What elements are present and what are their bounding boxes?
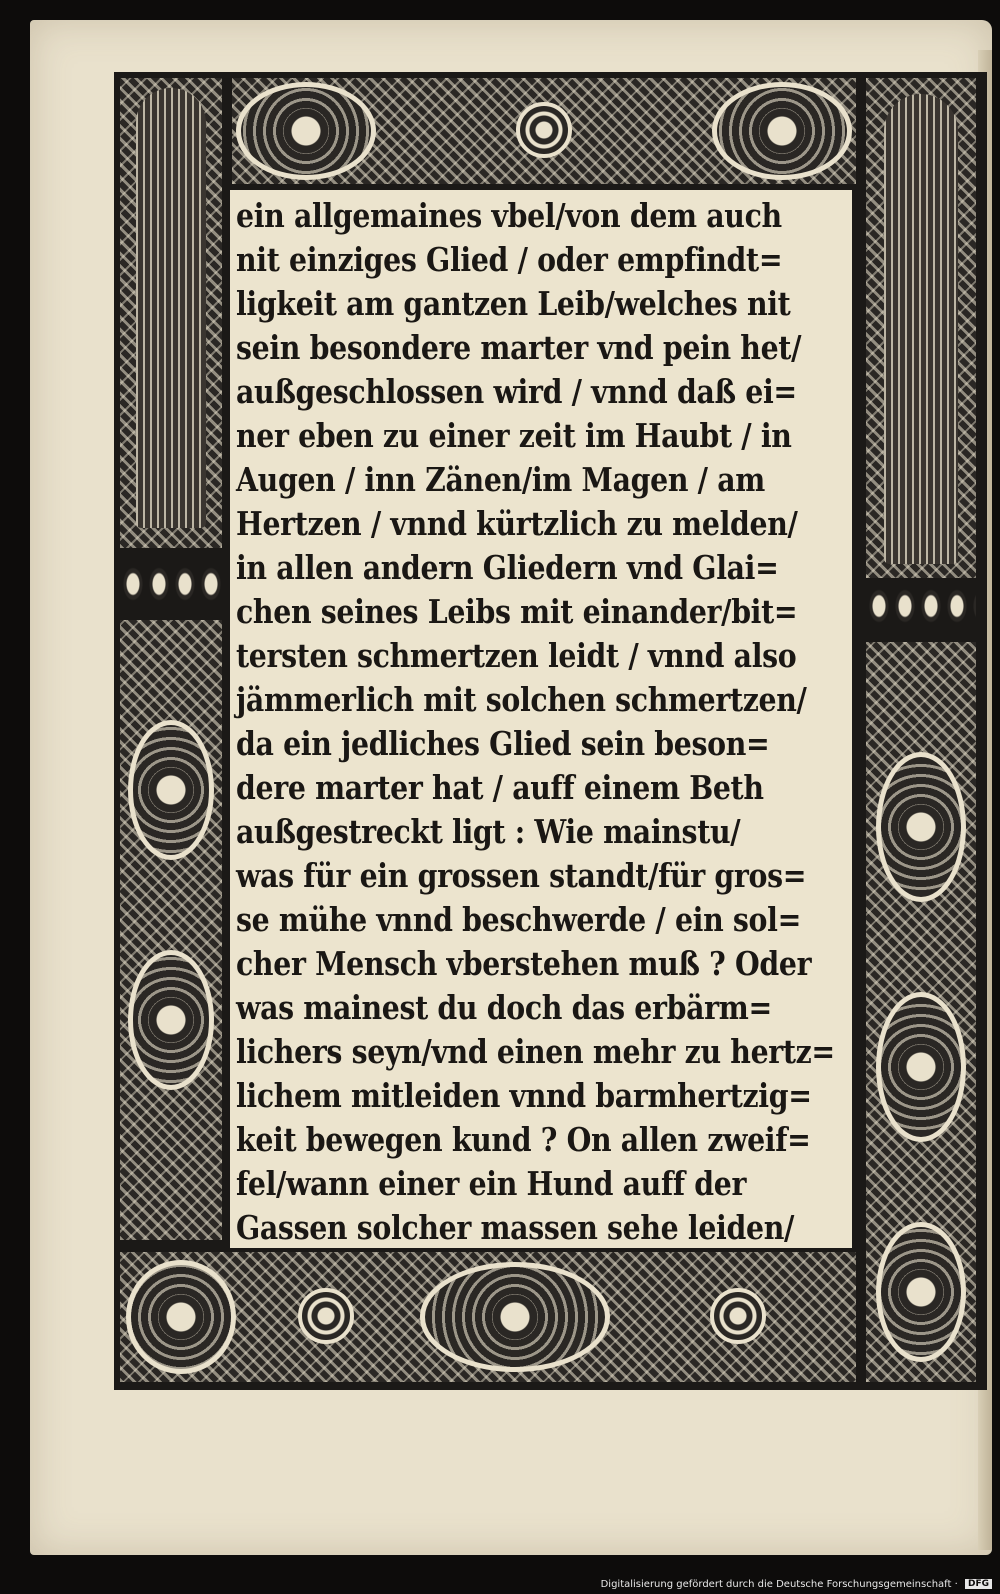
text-line: se mühe vnnd beschwerde / ein sol= bbox=[236, 900, 802, 939]
bottom-left-medallion bbox=[126, 1260, 236, 1374]
text-line: was für ein grossen standt/für gros= bbox=[236, 856, 807, 895]
text-line: Gassen solcher massen sehe leiden/ bbox=[236, 1208, 795, 1247]
top-right-medallion bbox=[712, 82, 852, 180]
bottom-right-rosette bbox=[710, 1288, 766, 1344]
text-line: ein allgemaines vbel/von dem auch bbox=[236, 196, 782, 235]
left-medallion-1 bbox=[128, 720, 214, 860]
right-medallion-2 bbox=[876, 992, 966, 1142]
credit-text: Digitalisierung gefördert durch die Deutsche Forschungsgemeinschaft · bbox=[600, 1579, 958, 1590]
digitization-credit bbox=[601, 1579, 992, 1590]
right-egg-band bbox=[866, 586, 976, 626]
text-line: lichem mitleiden vnnd barmhertzig= bbox=[236, 1076, 812, 1115]
text-line: ligkeit am gantzen Leib/welches nit bbox=[236, 284, 791, 323]
text-line: fel/wann einer ein Hund auff der bbox=[236, 1164, 747, 1203]
right-column-panel bbox=[866, 642, 976, 1382]
right-figure-panel bbox=[866, 78, 976, 578]
left-figure-panel bbox=[120, 78, 222, 548]
bottom-ornament-panel bbox=[120, 1252, 856, 1382]
text-line: lichers seyn/vnd einen mehr zu hertz= bbox=[236, 1032, 835, 1071]
text-line: jämmerlich mit solchen schmertzen/ bbox=[236, 680, 807, 719]
right-medallion-3 bbox=[876, 1222, 966, 1362]
text-line: Hertzen / vnnd kürtzlich zu melden/ bbox=[236, 504, 798, 543]
left-column-panel bbox=[120, 620, 222, 1240]
top-ornament-panel bbox=[232, 78, 856, 184]
left-medallion-2 bbox=[128, 950, 214, 1090]
text-line: außgestreckt ligt : Wie mainstu/ bbox=[236, 812, 741, 851]
text-line: cher Mensch vberstehen muß ? Oder bbox=[236, 944, 812, 983]
text-line: keit bewegen kund ? On allen zweif= bbox=[236, 1120, 811, 1159]
text-line: dere marter hat / auff einem Beth bbox=[236, 768, 764, 807]
right-saint-figure bbox=[884, 94, 958, 564]
text-line: da ein jedliches Glied sein beson= bbox=[236, 724, 770, 763]
top-left-medallion bbox=[236, 82, 376, 180]
text-line: in allen andern Gliedern vnd Glai= bbox=[236, 548, 779, 587]
bottom-center-medallion bbox=[420, 1262, 610, 1372]
right-medallion-1 bbox=[876, 752, 966, 902]
dfg-logo: DFG bbox=[965, 1579, 992, 1589]
left-saint-figure bbox=[136, 88, 206, 528]
text-line: sein besondere marter vnd pein het/ bbox=[236, 328, 802, 367]
text-line: nit einziges Glied / oder empfindt= bbox=[236, 240, 783, 279]
text-line: außgeschlossen wird / vnnd daß ei= bbox=[236, 372, 797, 411]
top-center-rosette bbox=[516, 102, 572, 158]
bottom-left-rosette bbox=[298, 1288, 354, 1344]
text-line: was mainest du doch das erbärm= bbox=[236, 988, 772, 1027]
text-block bbox=[230, 190, 852, 1248]
left-egg-band bbox=[120, 564, 222, 604]
text-line: Augen / inn Zänen/im Magen / am bbox=[236, 460, 765, 499]
text-line: tersten schmertzen leidt / vnnd also bbox=[236, 636, 797, 675]
text-line: ner eben zu einer zeit im Haubt / in bbox=[236, 416, 792, 455]
text-line: chen seines Leibs mit einander/bit= bbox=[236, 592, 798, 631]
